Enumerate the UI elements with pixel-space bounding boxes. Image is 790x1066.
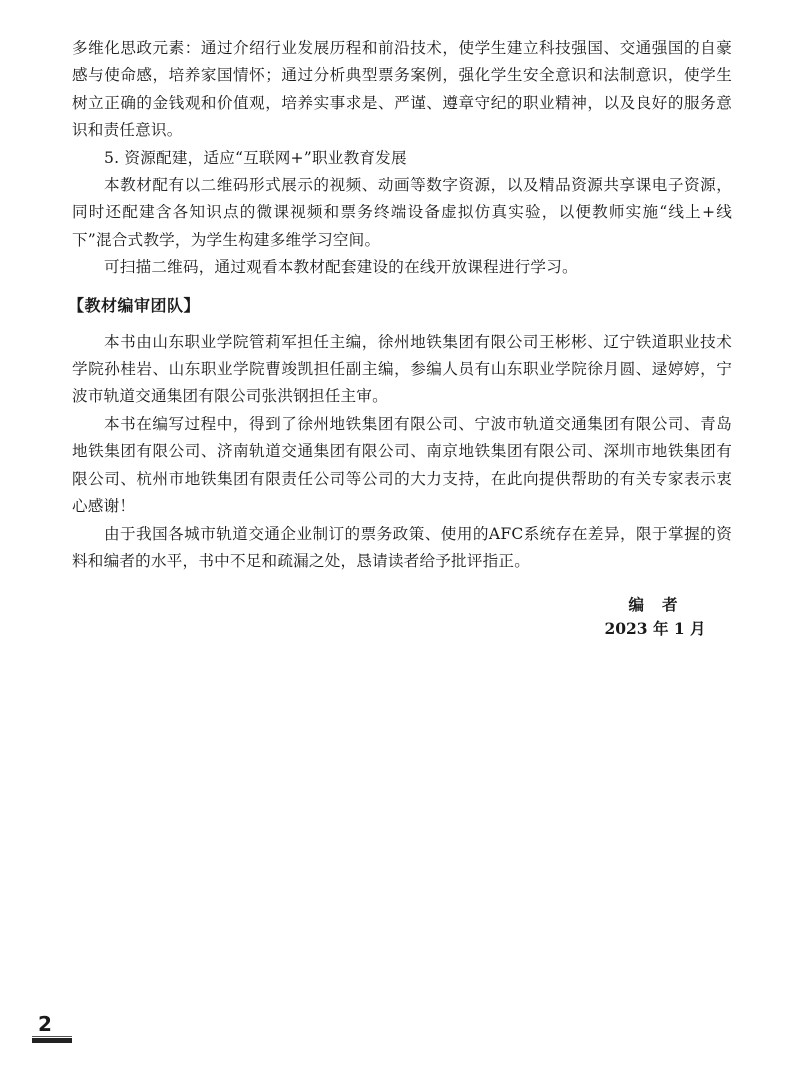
signature-date: 2023 年 1 月	[604, 619, 706, 638]
paragraph-qr-code-note: 可扫描二维码，通过观看本教材配套建设的在线开放课程进行学习。	[104, 258, 578, 277]
section-heading-editorial-team: 【教材编审团队】	[68, 295, 201, 315]
page-number-rule-bar	[32, 1038, 72, 1043]
paragraph-editors: 本书由山东职业学院管莉军担任主编，徐州地铁集团有限公司王彬彬、辽宁铁道职业技术学院孙桂岩、山东职业学院曹竣凯担任副主编，参编人员有山东职业学院徐月圆、逯婷婷，宁波市轨道交通集团有限公司张洪钢担任主审。	[72, 332, 732, 406]
paragraph-item-5-heading: 5. 资源配建，适应“互联网+”职业教育发展	[104, 148, 407, 167]
paragraph-disclaimer: 由于我国各城市轨道交通企业制订的票务政策、使用的AFC系统存在差异，限于掌握的资料和编者的水平，书中不足和疏漏之处，恳请读者给予批评指正。	[72, 524, 732, 570]
paragraph-acknowledgements: 本书在编写过程中，得到了徐州地铁集团有限公司、宁波市轨道交通集团有限公司、青岛地铁集团有限公司、济南轨道交通集团有限公司、南京地铁集团有限公司、深圳市地铁集团有限公司、杭州市地铁集团有限责任公司等公司的大力支持，在此向提供帮助的有关专家表示衷心感谢！	[72, 414, 732, 516]
page-number-rule-line	[32, 1036, 72, 1037]
paragraph-digital-resources: 本教材配有以二维码形式展示的视频、动画等数字资源，以及精品资源共享课电子资源，同时还配建含各知识点的微课视频和票务终端设备虚拟仿真实验，以便教师实施“线上+线下”混合式教学，为学生构建多维学习空间。	[72, 176, 732, 249]
page-number: 2	[38, 1012, 52, 1036]
paragraph-ideological-elements: 多维化思政元素：通过介绍行业发展历程和前沿技术，使学生建立科技强国、交通强国的自豪感与使命感，培养家国情怀；通过分析典型票务案例，强化学生安全意识和法制意识，使学生树立正确的金钱观和价值观，培养实事求是、严谨、遵章守纪的职业精神，以及良好的服务意识和责任意识。	[72, 39, 732, 140]
signature-block	[600, 593, 710, 641]
signature-name: 编者	[628, 596, 696, 614]
page-body	[68, 35, 732, 575]
